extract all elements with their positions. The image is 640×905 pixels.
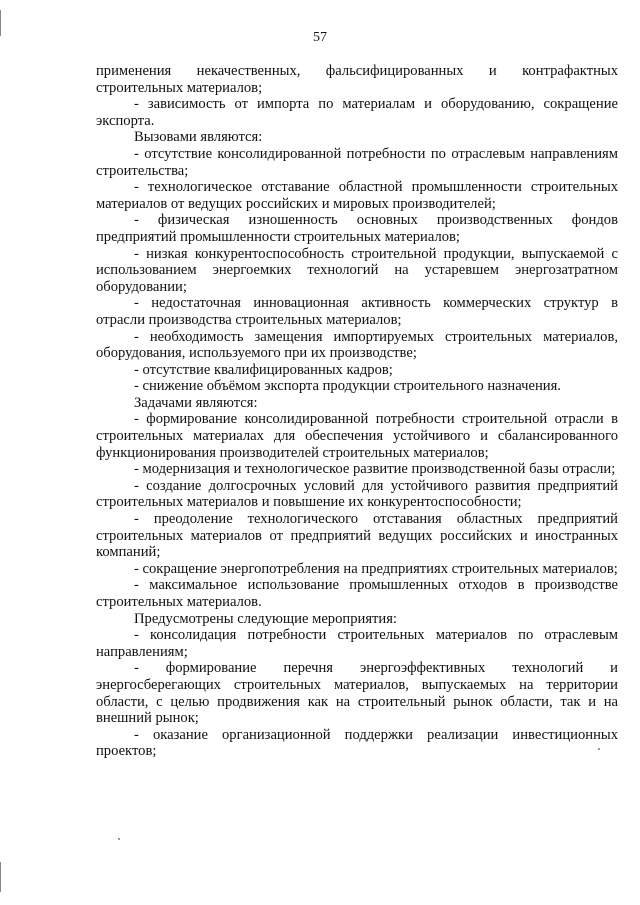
paragraph: - отсутствие квалифицированных кадров; <box>134 361 393 378</box>
paragraph: - сокращение энергопотребления на предприятиях строительных материалов; <box>134 560 618 577</box>
paragraph: - консолидация потребности строительных материалов по отраслевым направлениям; <box>96 627 618 660</box>
scan-edge-mark <box>0 862 3 892</box>
paragraph: - максимальное использование промышленных отходов в производстве строительных материалов. <box>96 577 618 610</box>
paragraph: Задачами являются: <box>134 394 258 411</box>
paragraph: - недостаточная инновационная активность коммерческих структур в отрасли производства строительных материалов; <box>96 295 618 328</box>
paragraph: - формирование консолидированной потребности строительной отрасли в строительных материалах для обеспечения устойчивого и сбалансированного функционирования производителей строительных материалов; <box>96 411 618 461</box>
paragraph: - преодоление технологического отставания областных предприятий строительных материалов от предприятий ведущих российских и иностранных компаний; <box>96 511 618 561</box>
paragraph: - снижение объёмом экспорта продукции строительного назначения. <box>134 378 561 395</box>
paragraph: - создание долгосрочных условий для устойчивого развития предприятий строительных материалов и повышение их конкурентоспособности; <box>96 477 618 511</box>
paragraph: применения некачественных, фальсифицированных и контрафактных строительных материалов; <box>96 63 618 96</box>
scan-speck <box>118 838 120 840</box>
paragraph: - зависимость от импорта по материалам и оборудованию, сокращение экспорта. <box>96 96 618 129</box>
paragraph: - отсутствие консолидированной потребности по отраслевым направлениям строительства; <box>96 145 618 179</box>
paragraph: - низкая конкурентоспособность строительной продукции, выпускаемой с использованием энергоемких технологий на устаревшем энергозатратном оборудовании; <box>96 245 618 295</box>
paragraph: - оказание организационной поддержки реализации инвестиционных проектов; <box>96 726 618 760</box>
paragraph: - формирование перечня энергоэффективных технологий и энергосберегающих строительных материалов, выпускаемых на территории области, с целью продвижения как на строительный рынок области, так и на внешний рынок; <box>96 660 618 727</box>
page-number: 57 <box>313 30 327 45</box>
paragraph: Вызовами являются: <box>134 129 263 146</box>
paragraph: - технологическое отставание областной промышленности строительных материалов от ведущих российских и мировых производителей; <box>96 179 618 212</box>
paragraph: - необходимость замещения импортируемых строительных материалов, оборудования, используемого при их производстве; <box>96 328 618 362</box>
paragraph: - физическая изношенность основных производственных фондов предприятий промышленности строительных материалов; <box>96 212 618 245</box>
paragraph: - модернизация и технологическое развитие производственной базы отрасли; <box>134 461 616 478</box>
document-body <box>96 63 618 760</box>
paragraph: Предусмотрены следующие мероприятия: <box>134 610 397 627</box>
